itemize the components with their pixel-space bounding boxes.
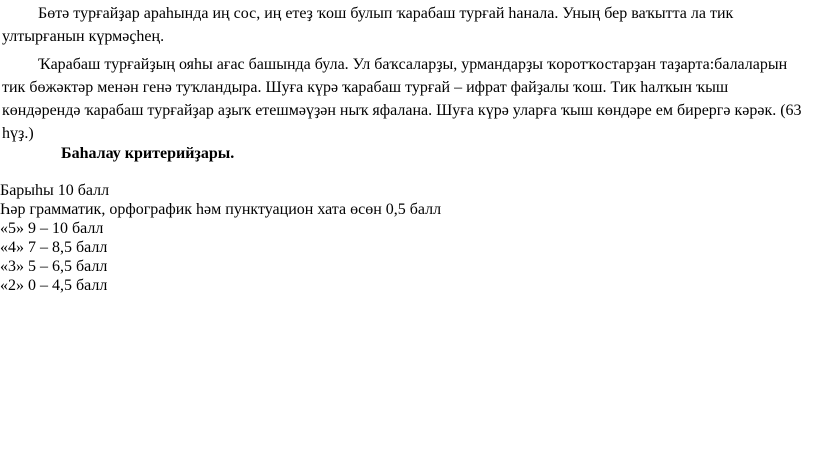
criteria-list	[0, 181, 441, 295]
criteria-grade-2: «2» 0 – 4,5 балл	[0, 277, 108, 294]
paragraph-nest: Ҡарабаш турғайҙың ояһы ағас башында була. Ул баҡсаларҙы, урмандарҙы ҡоротҡостарҙан таҙарта:балаларын тик бөжәктәр менән генә туҡландыра. Шуға күрә ҡарабаш турғай – ифрат файҙалы ҡош. Тик һалҡын ҡыш көндәрендә ҡарабаш турғайҙар аҙыҡ етешмәүҙән ныҡ яфалана. Шуға күрә уларға ҡыш көндәре ем бирергә кәрәк. (63 һүҙ.)	[2, 56, 802, 142]
criteria-heading: Баһалау критерийҙары.	[61, 145, 235, 162]
criteria-penalty: Һәр грамматик, орфографик һәм пунктуацион хата өсөн 0,5 балл	[0, 201, 442, 218]
criteria-grade-5: «5» 9 – 10 балл	[0, 220, 104, 237]
criteria-total: Барыһы 10 балл	[0, 182, 110, 199]
paragraph-intro: Бөтә турғайҙар араһында иң сос, иң етеҙ ҡош булып ҡарабаш турғай һанала. Уның бер ваҡытта ла тик ултырғанын күрмәҫһең.	[2, 5, 734, 45]
criteria-grade-3: «3» 5 – 6,5 балл	[0, 258, 108, 275]
criteria-grade-4: «4» 7 – 8,5 балл	[0, 239, 108, 256]
